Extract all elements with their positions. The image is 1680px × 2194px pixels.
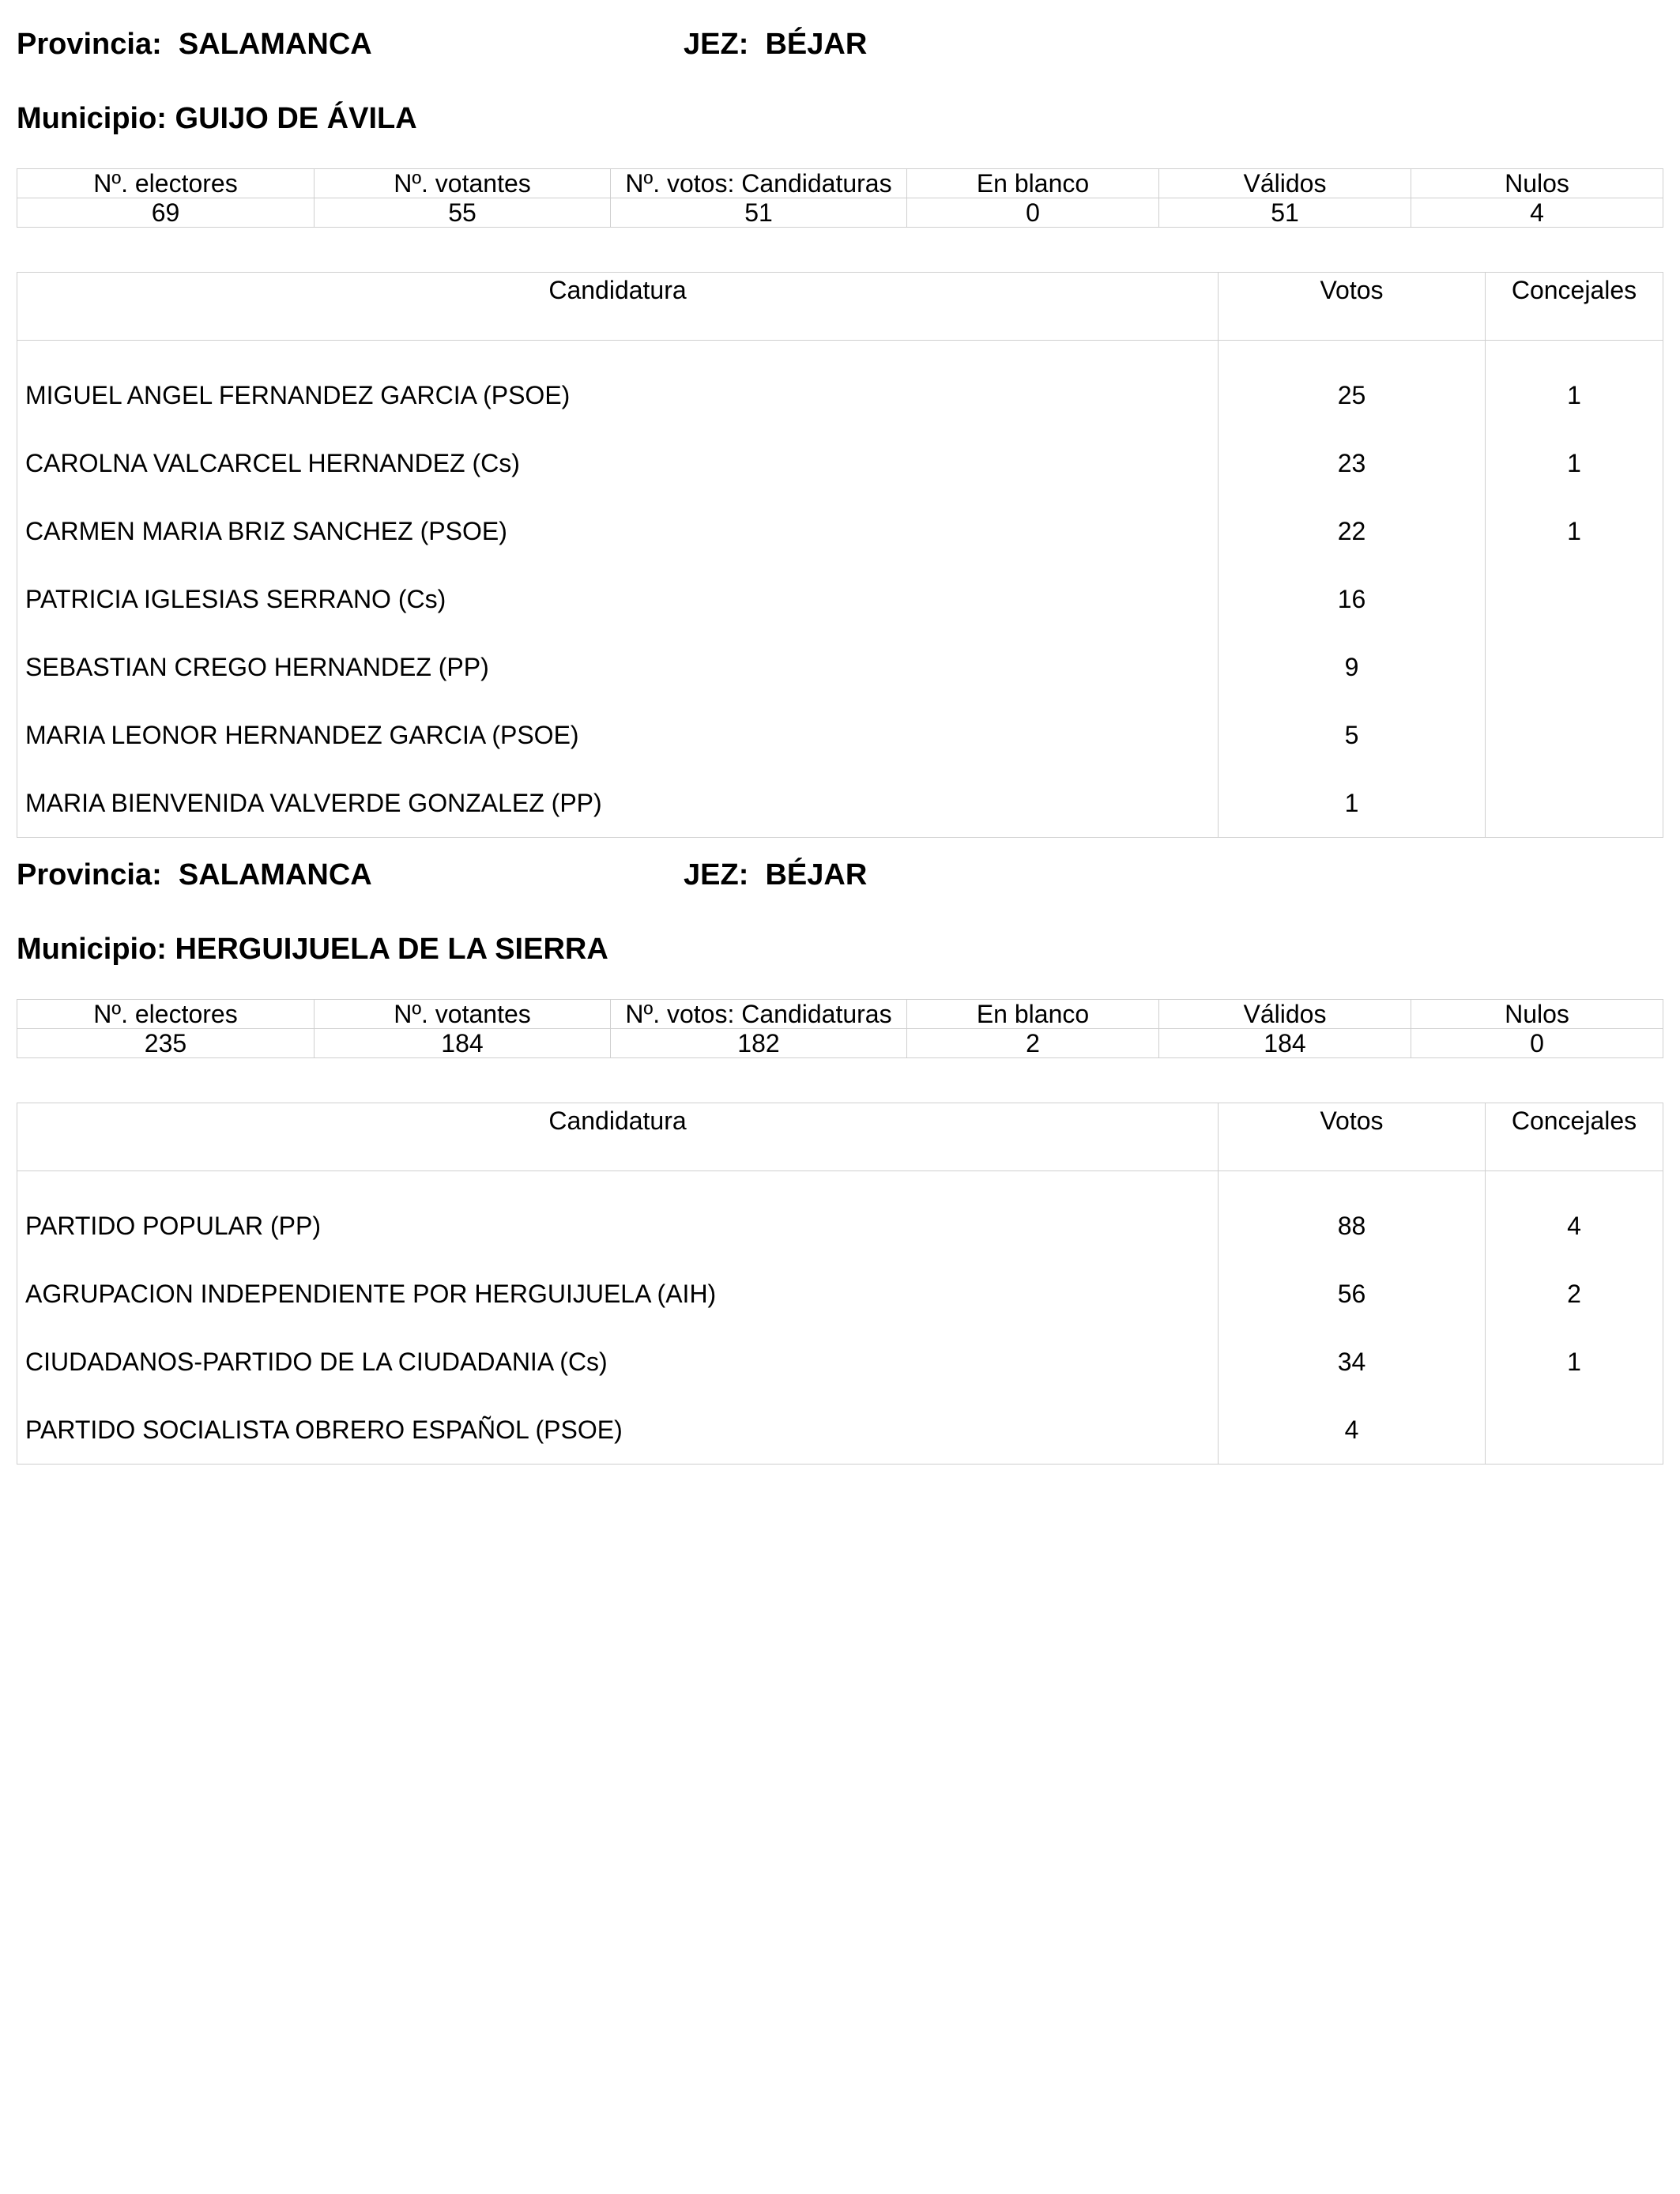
- votos-cell: 88: [1219, 1171, 1486, 1261]
- stats-value-cell: 69: [17, 198, 315, 228]
- table-row: [17, 341, 1663, 430]
- candidatura-cell: MARIA BIENVENIDA VALVERDE GONZALEZ (PP): [25, 788, 602, 817]
- stats-table: [17, 999, 1663, 1058]
- concejales-cell: [1486, 769, 1663, 838]
- stats-header-cell: Nº. electores: [17, 169, 315, 198]
- votos-cell: 16: [1219, 565, 1486, 633]
- stats-header-cell: Nulos: [1411, 1000, 1663, 1029]
- stats-header-cell: Nº. votantes: [315, 169, 611, 198]
- jez-heading: [684, 858, 867, 892]
- votos-cell: 25: [1219, 341, 1486, 430]
- stats-header-cell: En blanco: [907, 1000, 1159, 1029]
- concejales-cell: 1: [1486, 429, 1663, 497]
- stats-value-row: [17, 198, 1663, 228]
- candidatura-cell: PARTIDO POPULAR (PP): [25, 1211, 321, 1240]
- votos-header: Votos: [1219, 1103, 1486, 1171]
- provincia-value: SALAMANCA: [178, 858, 372, 892]
- provincia-heading: [17, 27, 372, 62]
- concejales-cell: 2: [1486, 1260, 1663, 1328]
- votos-cell: 5: [1219, 701, 1486, 769]
- concejales-cell: [1486, 1396, 1663, 1465]
- table-row: [17, 1260, 1663, 1328]
- jez-label: JEZ:: [684, 28, 749, 61]
- stats-value-row: [17, 1029, 1663, 1058]
- candidatura-cell: SEBASTIAN CREGO HERNANDEZ (PP): [25, 652, 489, 681]
- concejales-cell: 1: [1486, 497, 1663, 565]
- votos-cell: 23: [1219, 429, 1486, 497]
- candidatura-cell: CARMEN MARIA BRIZ SANCHEZ (PSOE): [25, 516, 507, 545]
- municipio-value: GUIJO DE ÁVILA: [175, 102, 417, 135]
- municipio-label: Municipio:: [17, 102, 167, 135]
- stats-table: [17, 168, 1663, 228]
- stats-value-cell: 184: [1159, 1029, 1411, 1058]
- table-row: [17, 769, 1663, 838]
- concejales-cell: [1486, 633, 1663, 701]
- votos-cell: 9: [1219, 633, 1486, 701]
- table-row: [17, 497, 1663, 565]
- votos-header: Votos: [1219, 273, 1486, 341]
- municipio-heading: [17, 932, 608, 967]
- votos-cell: 4: [1219, 1396, 1486, 1465]
- table-row: [17, 429, 1663, 497]
- stats-value-cell: 2: [907, 1029, 1159, 1058]
- stats-header-cell: Nº. votos: Candidaturas: [611, 1000, 907, 1029]
- stats-header-cell: Nº. votos: Candidaturas: [611, 169, 907, 198]
- table-row: [17, 701, 1663, 769]
- stats-header-cell: Nº. votantes: [315, 1000, 611, 1029]
- stats-value-cell: 55: [315, 198, 611, 228]
- candidaturas-table: [17, 1103, 1663, 1465]
- candidatura-header: Candidatura: [17, 273, 1219, 341]
- municipio-heading: [17, 101, 417, 136]
- votos-cell: 22: [1219, 497, 1486, 565]
- candidatura-cell: CAROLNA VALCARCEL HERNANDEZ (Cs): [25, 448, 520, 477]
- table-row: [17, 1396, 1663, 1465]
- votos-cell: 34: [1219, 1328, 1486, 1396]
- provincia-label: Provincia:: [17, 858, 162, 892]
- candidaturas-table: [17, 272, 1663, 838]
- concejales-cell: 4: [1486, 1171, 1663, 1261]
- candidaturas-header-row: [17, 1103, 1663, 1171]
- jez-heading: [684, 27, 867, 62]
- concejales-cell: 1: [1486, 341, 1663, 430]
- stats-header-row: [17, 1000, 1663, 1029]
- municipio-label: Municipio:: [17, 933, 167, 966]
- concejales-header: Concejales: [1486, 1103, 1663, 1171]
- provincia-value: SALAMANCA: [178, 28, 372, 61]
- candidatura-cell: CIUDADANOS-PARTIDO DE LA CIUDADANIA (Cs): [25, 1347, 608, 1376]
- table-row: [17, 1328, 1663, 1396]
- table-row: [17, 565, 1663, 633]
- stats-header-row: [17, 169, 1663, 198]
- concejales-cell: 1: [1486, 1328, 1663, 1396]
- provincia-heading: [17, 858, 372, 892]
- candidatura-cell: MARIA LEONOR HERNANDEZ GARCIA (PSOE): [25, 720, 579, 749]
- stats-value-cell: 51: [611, 198, 907, 228]
- stats-value-cell: 182: [611, 1029, 907, 1058]
- candidatura-cell: MIGUEL ANGEL FERNANDEZ GARCIA (PSOE): [25, 380, 571, 409]
- candidatura-cell: AGRUPACION INDEPENDIENTE POR HERGUIJUELA (AIH): [25, 1279, 717, 1308]
- stats-header-cell: En blanco: [907, 169, 1159, 198]
- stats-header-cell: Nulos: [1411, 169, 1663, 198]
- stats-value-cell: 51: [1159, 198, 1411, 228]
- candidaturas-header-row: [17, 273, 1663, 341]
- stats-value-cell: 4: [1411, 198, 1663, 228]
- concejales-header: Concejales: [1486, 273, 1663, 341]
- provincia-label: Provincia:: [17, 28, 162, 61]
- candidatura-cell: PARTIDO SOCIALISTA OBRERO ESPAÑOL (PSOE): [25, 1415, 623, 1444]
- table-row: [17, 1171, 1663, 1261]
- concejales-cell: [1486, 565, 1663, 633]
- jez-label: JEZ:: [684, 858, 749, 892]
- jez-value: BÉJAR: [765, 28, 868, 61]
- jez-value: BÉJAR: [765, 858, 868, 892]
- candidatura-cell: PATRICIA IGLESIAS SERRANO (Cs): [25, 584, 446, 613]
- stats-header-cell: Válidos: [1159, 169, 1411, 198]
- votos-cell: 1: [1219, 769, 1486, 838]
- stats-value-cell: 0: [907, 198, 1159, 228]
- votos-cell: 56: [1219, 1260, 1486, 1328]
- stats-header-cell: Válidos: [1159, 1000, 1411, 1029]
- stats-value-cell: 235: [17, 1029, 315, 1058]
- municipio-value: HERGUIJUELA DE LA SIERRA: [175, 933, 608, 966]
- concejales-cell: [1486, 701, 1663, 769]
- candidatura-header: Candidatura: [17, 1103, 1219, 1171]
- stats-value-cell: 184: [315, 1029, 611, 1058]
- stats-value-cell: 0: [1411, 1029, 1663, 1058]
- table-row: [17, 633, 1663, 701]
- stats-header-cell: Nº. electores: [17, 1000, 315, 1029]
